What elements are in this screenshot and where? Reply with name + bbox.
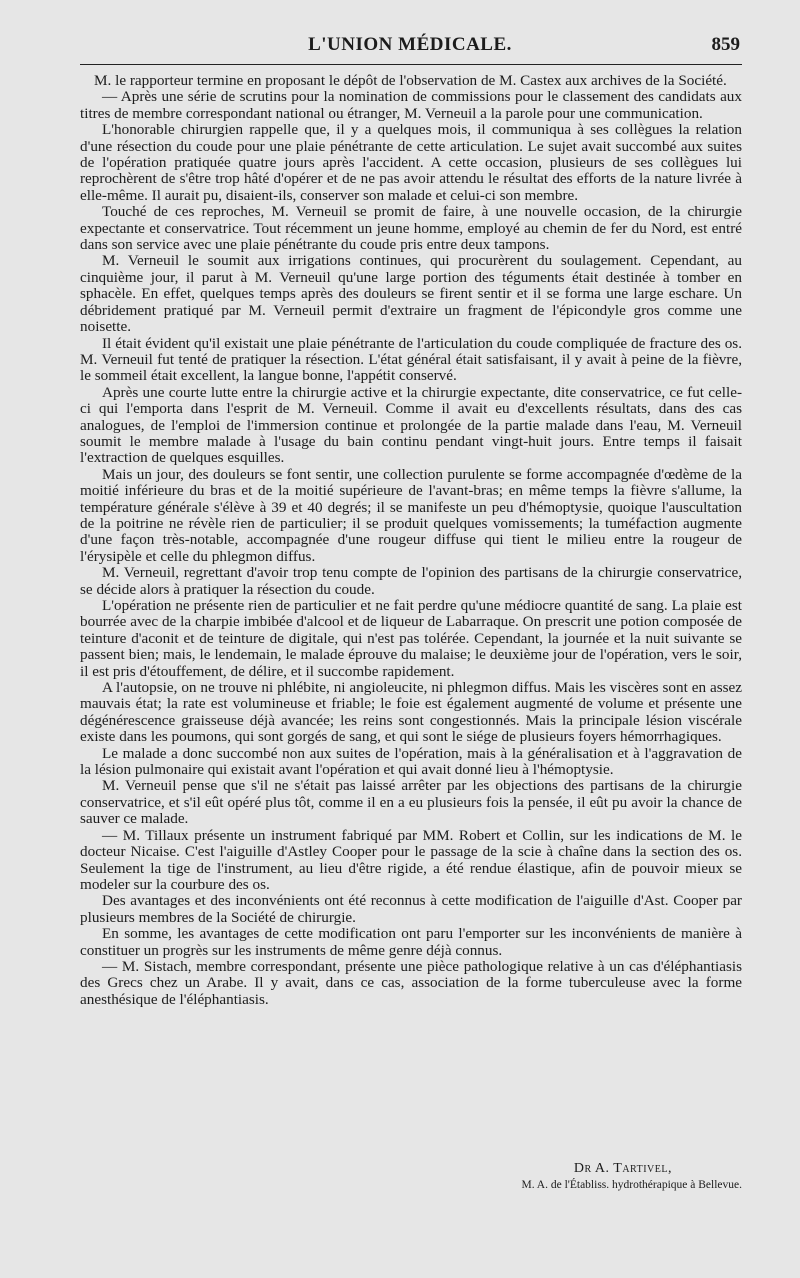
paragraph: L'honorable chirurgien rappelle que, il y a quelques mois, il communiqua à ses collègues la relation d'une résection du coude pour une plaie pénétrante de cette articulation. Le sujet avait succombé aux suites de l'opération pratiquée quatre jours après l'accident. A cette occasion, plusieurs de ses collègues lui reprochèrent de s'être trop hâté d'opérer et de ne pas avoir attendu le résultat des efforts de la nature livrée à elle-même. Il aurait pu, disaient-ils, conserver son malade et celui-ci son membre. — [80, 121, 742, 204]
paragraph: Mais un jour, des douleurs se font sentir, une collection purulente se forme accompagnée d'œdème de la moitié inférieure du bras et de la moitié supérieure de l'avant-bras; en même temps la fièvre s'allume, la température générale s'élève à 39 et 40 degrés; il se manifeste un peu d'hémoptysie, quoique l'auscultation de la poitrine ne révèle rien de particulier; il se produit quelques vomissements; la tuméfaction augmente d'une façon très-notable, accompagnée d'une rougeur diffuse qui tient le milieu entre la rougeur de l'érysipèle et celle du phlegmon diffus. — [80, 465, 742, 565]
paragraph: M. Verneuil pense que s'il ne s'était pas laissé arrêter par les objections des partisans de la chirurgie conservatrice, et s'il eût opéré plus tôt, comme il en a eu plusieurs fois la pensée, il eût pu avoir la chance de sauver ce malade. — [80, 777, 742, 828]
journal-title: L'UNION MÉDICALE. — [308, 34, 512, 55]
paragraph: Il était évident qu'il existait une plaie pénétrante de l'articulation du coude compliquée de fracture des os. M. Verneuil fut tenté de pratiquer la résection. L'état général était satisfaisant, il y avait à peine de la fièvre, le sommeil était excellent, la langue bonne, l'appétit conservé. — [80, 334, 742, 385]
paragraph: L'opération ne présente rien de particulier et ne fait perdre qu'une médiocre quantité de sang. La plaie est bourrée avec de la charpie imbibée d'alcool et de liqueur de Labarraque. On prescrit une potion composée de teinture d'aconit et de teinture de digitale, qui n'est pas tolérée. Cependant, la journée et la nuit suivante se passent bien; mais, le lendemain, le malade éprouve du malaise; le deuxième jour de l'opération, vers le soir, il est pris d'étouffement, de délire, et il succombe rapidement. — [80, 597, 742, 680]
paragraph: M. Verneuil, regrettant d'avoir trop tenu compte de l'opinion des partisans de la chirurgie conservatrice, se décide alors à pratiquer la résection du coude. — [80, 564, 742, 598]
paragraph: Après une courte lutte entre la chirurgie active et la chirurgie expectante, dite conservatrice, ce fut celle-ci qui l'emporta dans l'esprit de M. Verneuil. Comme il avait eu d'excellents résultats, dans des cas analogues, de l'emploi de l'immersion continue et prolongée de la partie malade dans l'eau, M. Verneuil soumit le membre malade à l'usage du bain continu pendant vingt-huit jours. Entre temps il faisait l'extraction de quelques esquilles. — [80, 383, 742, 467]
paragraph: A l'autopsie, on ne trouve ni phlébite, ni angioleucite, ni phlegmon diffus. Mais les viscères sont en assez mauvais état; la rate est volumineuse et friable; le foie est également augmenté de volume et présente une dégénérescence graisseuse déjà avancée; les reins sont congestionnés. Mais la principale lésion viscérale existe dans les poumons, qui sont gorgés de sang, et qui sont le siége de plusieurs foyers hémorrhagiques. — [80, 679, 742, 746]
paragraph: — Après une série de scrutins pour la nomination de commissions pour le classement des candidats aux titres de membre correspondant national ou étranger, M. Verneuil a la parole pour une communication. — [80, 88, 742, 122]
paragraph: Des avantages et des inconvénients ont été reconnus à cette modification de l'aiguille d'Ast. Cooper par plusieurs membres de la Société de chirurgie. — [80, 892, 742, 926]
author-affiliation: M. A. de l'Établiss. hydrothérapique à Bellevue. — [521, 1179, 742, 1191]
paragraph: Le malade a donc succombé non aux suites de l'opération, mais à la généralisation et à l'aggravation de la lésion pulmonaire qui existait avant l'opération et qui avait donné lieu à l'hémoptysie. — [80, 744, 742, 779]
page-number: 859 — [711, 34, 740, 55]
paragraph: M. Verneuil le soumit aux irrigations continues, qui procurèrent du soulagement. Cependant, au cinquième jour, il parut à M. Verneuil qu'une large portion des téguments était destinée à tomber en sphacèle. En effet, quelques temps après des douleurs se firent sentir et il se forma une large eschare. Un débridement pratiqué par M. Verneuil permit d'extraire un fragment de l'épicondyle gros comme une noisette. — [80, 252, 742, 336]
article-body — [80, 73, 742, 1008]
paragraph: M. le rapporteur termine en proposant le dépôt de l'observation de M. Castex aux archives de la Société. — [94, 72, 727, 89]
author-name: Dr A. Tartivel, — [573, 1161, 672, 1176]
paragraph: — M. Tillaux présente un instrument fabriqué par MM. Robert et Collin, sur les indications de M. le docteur Nicaise. C'est l'aiguille d'Astley Cooper pour le passage de la scie à chaîne dans la section des os. Seulement la tige de l'instrument, au lieu d'être rigide, a été rendue élastique, afin de pouvoir mieux se modeler sur la courbure des os. — [80, 826, 742, 893]
paragraph: En somme, les avantages de cette modification ont paru l'emporter sur les inconvénients de manière à constituer un progrès sur les instruments de même genre déjà connus. — [80, 925, 742, 959]
running-head — [80, 34, 740, 60]
header-rule — [80, 64, 742, 65]
paragraph: Touché de ces reproches, M. Verneuil se promit de faire, à une nouvelle occasion, de la chirurgie expectante et conservatrice. Tout récemment un jeune homme, employé au chemin de fer du Nord, est entré dans son service avec une plaie pénétrante du coude pris entre deux tampons. — [80, 203, 742, 254]
paragraph: — M. Sistach, membre correspondant, présente une pièce pathologique relative à un cas d'éléphantiasis des Grecs chez un Arabe. Il y avait, dans ce cas, association de la forme tuberculeuse avec la forme anesthésique de l'éléphantiasis. — [80, 957, 742, 1008]
signature — [80, 1161, 742, 1191]
